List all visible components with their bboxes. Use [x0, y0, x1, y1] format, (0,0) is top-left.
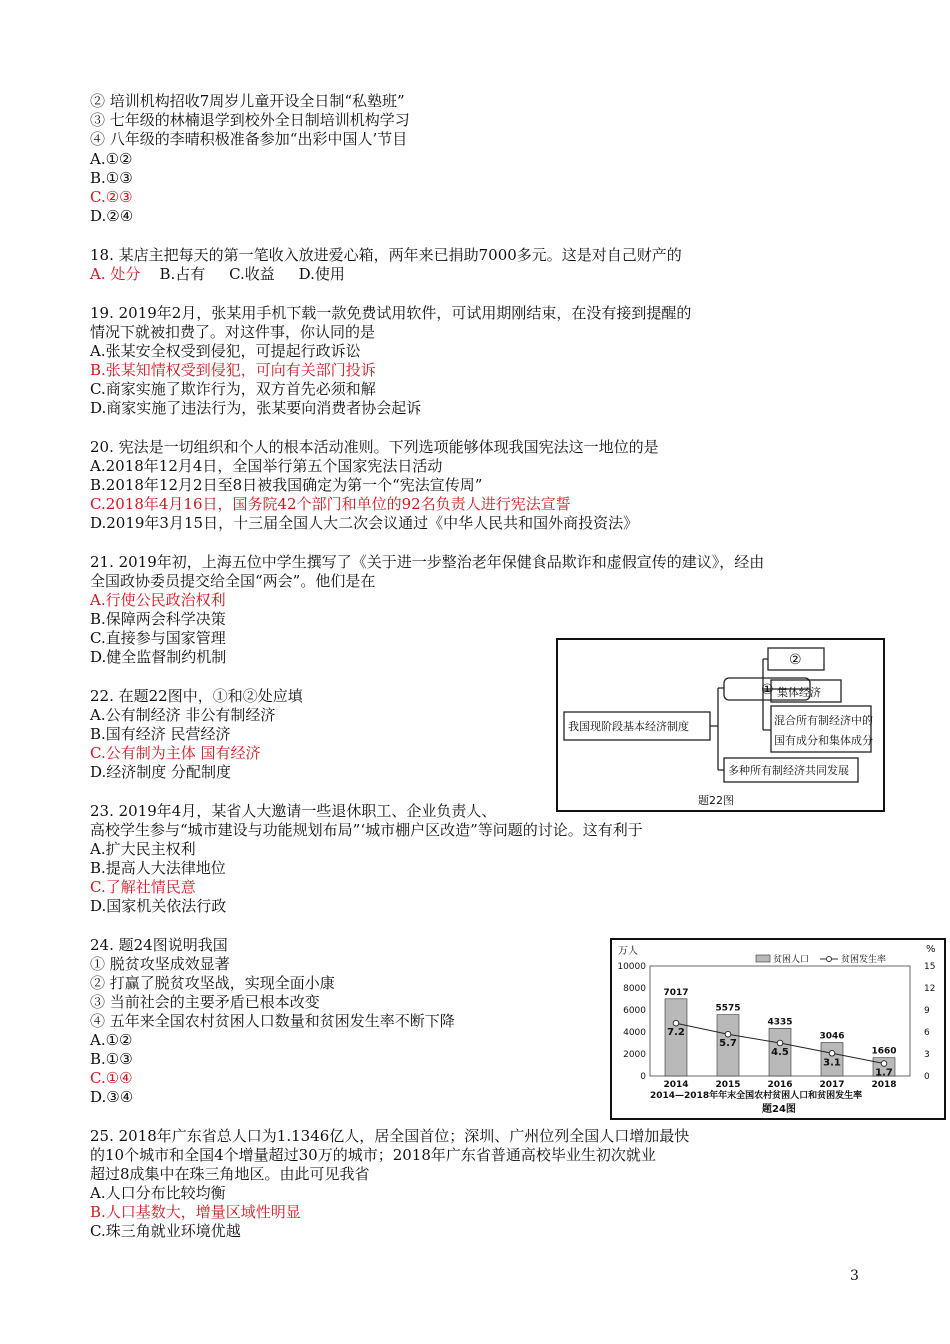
q18-stem: 18. 某店主把每天的第一笔收入放进爱心箱，两年来已捐助7000多元。这是对自己财产的: [90, 246, 682, 264]
q24-option-b: B.①③: [90, 1050, 133, 1068]
q17-item-2: ② 培训机构招收7周岁儿童开设全日制“私塾班”: [90, 92, 405, 110]
q19-option-a: A.张某安全权受到侵犯，可提起行政诉讼: [90, 342, 361, 360]
y-left-tick-label: 8000: [623, 984, 646, 994]
diagram-node2-label: ②: [789, 652, 802, 668]
q20-option-a: A.2018年12月4日，全国举行第五个国家宪法日活动: [90, 457, 443, 475]
rate-point-2015: [725, 1031, 731, 1037]
y-right-tick-label: 12: [924, 984, 936, 994]
diagram-mixed-line2: 国有成分和集体成分: [774, 734, 873, 747]
q21-option-d: D.健全监督制约机制: [90, 648, 227, 666]
y-right-tick-label: 6: [924, 1028, 930, 1038]
diagram-root-label: 我国现阶段基本经济制度: [568, 720, 689, 733]
rate-value-label: 4.5: [771, 1047, 789, 1058]
rate-value-label: 7.2: [667, 1027, 685, 1039]
q24-item-1: ① 脱贫攻坚成效显著: [90, 955, 230, 973]
q21-option-a-answer: A.行使公民政治权利: [90, 591, 226, 609]
q18-option-d: D.使用: [298, 265, 345, 283]
bar-value-label: 4335: [767, 1017, 793, 1028]
q20-option-b: B.2018年12月2日至8日被我国确定为第一个“宪法宣传周”: [90, 476, 483, 494]
diagram-mixed-line1: 混合所有制经济中的: [774, 714, 873, 727]
q17-item-4: ④ 八年级的李晴积极准备参加“出彩中国人’节目: [90, 130, 408, 148]
chart-y-left-unit: 万人: [618, 946, 638, 957]
bar-value-label: 5575: [715, 1003, 741, 1014]
q19-option-b-answer: B.张某知情权受到侵犯，可向有关部门投诉: [90, 361, 376, 379]
q25-stem-line1: 25. 2018年广东省总人口为1.1346亿人，居全国首位；深圳、广州位列全国人口增加最快: [90, 1127, 690, 1145]
q18-options: [90, 265, 345, 284]
legend-line-marker: [827, 957, 832, 962]
q24-figure: [610, 938, 946, 1120]
q21-option-b: B.保障两会科学决策: [90, 610, 226, 628]
q20-option-d: D.2019年3月15日，十三届全国人大二次会议通过《中华人民共和国外商投资法》: [90, 514, 639, 532]
q18-option-c: C.收益: [229, 265, 275, 283]
poverty-chart: [612, 940, 944, 1118]
diagram-node1-label: ①: [761, 682, 774, 698]
q21-option-c: C.直接参与国家管理: [90, 629, 226, 647]
bar-value-label: 1660: [871, 1046, 897, 1057]
q25-option-a: A.人口分布比较均衡: [90, 1184, 226, 1202]
q17-option-a: A.①②: [90, 150, 133, 168]
rate-value-label: 5.7: [719, 1038, 737, 1050]
q23-stem-line2: 高校学生参与“城市建设与功能规划布局”‘城市棚户区改造”等问题的讨论。这有利于: [90, 821, 643, 839]
y-left-tick-label: 10000: [617, 962, 646, 972]
q18-option-a-answer: A. 处分: [90, 265, 141, 283]
q24-option-d: D.③④: [90, 1088, 134, 1106]
q21-stem-line2: 全国政协委员提交给全国“两会”。他们是在: [90, 572, 376, 590]
q24-item-4: ④ 五年来全国农村贫困人口数量和贫困发生率不断下降: [90, 1012, 455, 1030]
q17-option-c-answer: C.②③: [90, 188, 133, 206]
q23-option-a: A.扩大民主权利: [90, 840, 196, 858]
y-left-tick-label: 0: [640, 1072, 646, 1082]
diagram-collective-label: 集体经济: [777, 686, 821, 699]
q17-item-3: ③ 七年级的林楠退学到校外全日制培训机构学习: [90, 111, 410, 129]
rate-point-2016: [777, 1040, 783, 1046]
rate-value-label: 1.7: [875, 1067, 893, 1079]
bar-value-label: 3046: [819, 1031, 845, 1042]
chart-y-right-unit: %: [926, 944, 936, 955]
q22-stem: 22. 在题22图中，①和②处应填: [90, 687, 303, 705]
q17-option-d: D.②④: [90, 207, 134, 225]
diagram-connector-root: [710, 688, 724, 770]
q19-stem-line1: 19. 2019年2月，张某用手机下载一款免费试用软件，可试用期刚结束，在没有接到提醒的: [90, 304, 692, 322]
y-right-tick-label: 0: [924, 1072, 930, 1082]
q21-stem-line1: 21. 2019年初，上海五位中学生撰写了《关于进一步整治老年保健食品欺诈和虚假宣传的建议》，经由: [90, 553, 765, 571]
x-tick-label: 2016: [767, 1080, 793, 1090]
q23-option-b: B.提高人大法律地位: [90, 859, 226, 877]
q18-option-b: B.占有: [159, 265, 206, 283]
q23-stem-line1: 23. 2019年4月，某省人大邀请一些退休职工、企业负责人、: [90, 802, 497, 820]
q25-stem-line2: 的10个城市和全国4个增量超过30万的城市；2018年广东省普通高校毕业生初次就业: [90, 1146, 656, 1164]
q24-option-a: A.①②: [90, 1031, 133, 1049]
rate-point-2014: [673, 1020, 679, 1026]
q25-stem-line3: 超过8成集中在珠三角地区。由此可见我省: [90, 1165, 370, 1183]
x-tick-label: 2018: [871, 1080, 897, 1090]
q19-option-c: C.商家实施了欺诈行为，双方首先必须和解: [90, 380, 376, 398]
q22-figure: [556, 638, 885, 812]
q17-option-b: B.①③: [90, 169, 133, 187]
q22-diagram: [558, 640, 883, 810]
rate-point-2018: [881, 1061, 887, 1067]
q25-option-b-answer: B.人口基数大，增量区域性明显: [90, 1203, 301, 1221]
bar-value-label: 7017: [663, 987, 689, 998]
chart-caption: 题24图: [762, 1104, 796, 1115]
x-tick-label: 2017: [819, 1080, 845, 1090]
q19-option-d: D.商家实施了违法行为，张某要向消费者协会起诉: [90, 399, 422, 417]
q22-option-a: A.公有制经济 非公有制经济: [90, 706, 276, 724]
q24-item-2: ② 打赢了脱贫攻坚战，实现全面小康: [90, 974, 335, 992]
q24-item-3: ③ 当前社会的主要矛盾已根本改变: [90, 993, 320, 1011]
q20-stem: 20. 宪法是一切组织和个人的根本活动准则。下列选项能够体现我国宪法这一地位的是: [90, 438, 659, 456]
rate-value-label: 3.1: [823, 1057, 841, 1069]
page-number: 3: [850, 1268, 859, 1284]
y-right-tick-label: 9: [924, 1006, 930, 1016]
q19-stem-line2: 情况下就被扣费了。对这件事，你认同的是: [90, 323, 376, 341]
y-left-tick-label: 2000: [623, 1050, 646, 1060]
q22-option-c-answer: C.公有制为主体 国有经济: [90, 744, 261, 762]
q22-option-b: B.国有经济 民营经济: [90, 725, 231, 743]
q23-option-c-answer: C.了解社情民意: [90, 878, 196, 896]
chart-title: 2014—2018年年末全国农村贫困人口和贫困发生率: [650, 1091, 863, 1101]
q24-option-c-answer: C.①④: [90, 1069, 133, 1087]
y-left-tick-label: 4000: [623, 1028, 646, 1038]
legend-bar-swatch: [756, 955, 770, 962]
x-tick-label: 2014: [663, 1080, 689, 1090]
q24-stem: 24. 题24图说明我国: [90, 936, 228, 954]
q22-option-d: D.经济制度 分配制度: [90, 763, 232, 781]
y-left-tick-label: 6000: [623, 1006, 646, 1016]
y-right-tick-label: 15: [924, 962, 936, 972]
diagram-common-label: 多种所有制经济共同发展: [728, 764, 849, 777]
x-tick-label: 2015: [715, 1080, 741, 1090]
q23-option-d: D.国家机关依法行政: [90, 897, 227, 915]
legend-bar-label: 贫困人口: [773, 955, 810, 965]
legend-line-label: 贫困发生率: [841, 955, 887, 965]
y-right-tick-label: 3: [924, 1050, 930, 1060]
rate-point-2017: [829, 1050, 835, 1056]
diagram-caption: 题22图: [698, 794, 734, 807]
q20-option-c-answer: C.2018年4月16日，国务院42个部门和单位的92名负责人进行宪法宣誓: [90, 495, 571, 513]
q25-option-c: C.珠三角就业环境优越: [90, 1222, 241, 1240]
